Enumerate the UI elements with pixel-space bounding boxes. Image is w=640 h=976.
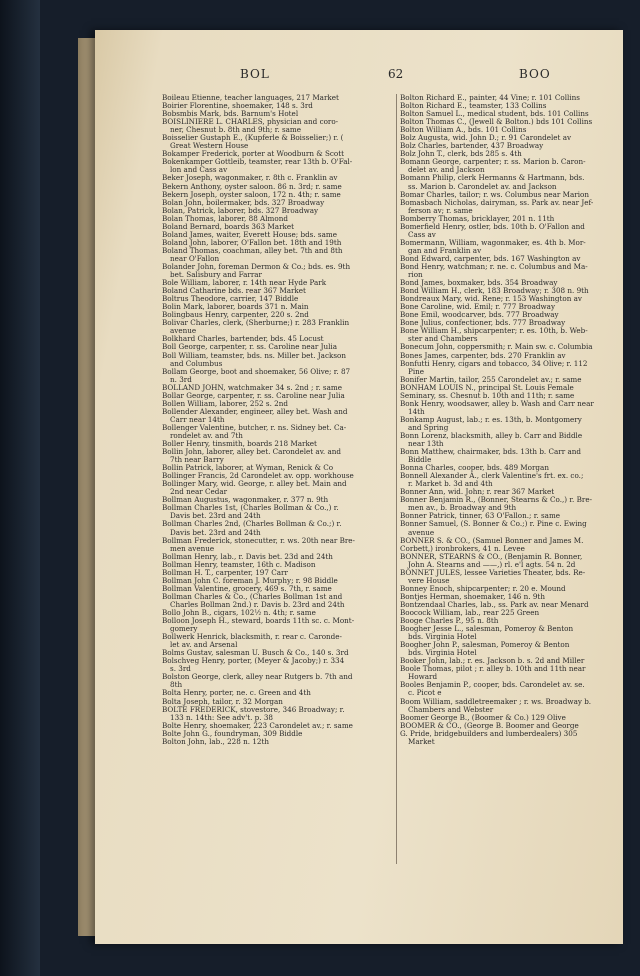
- directory-entry-line: Boller Henry, tinsmith, boards 218 Market: [162, 440, 317, 449]
- directory-entry-line: men avenue: [170, 544, 215, 553]
- directory-entry-line: Boland Thomas, coachman, alley bet. 7th and 8th: [162, 246, 343, 255]
- directory-entry-line: Pine: [408, 367, 425, 376]
- directory-entry-line: Bolz Charles, bartender, 437 Broadway: [400, 142, 544, 151]
- directory-entry-line: Bolz Augusta, wid. John D.; r. 91 Carondelet av: [400, 134, 572, 143]
- book-spine: [0, 0, 40, 976]
- directory-entry-line: Bolkhard Charles, bartender, bds. 45 Locust: [162, 335, 324, 344]
- directory-entry-line: Seminary, ss. Chesnut b. 10th and 11th; r. same: [400, 391, 575, 400]
- directory-entry-line: Boole Thomas, pilot ; r. alley b. 10th and 11th near: [400, 665, 586, 674]
- directory-entry-line: Howard: [408, 673, 438, 682]
- directory-entry-line: Beker Joseph, wagonmaker, r. 8th c. Franklin av: [162, 174, 338, 183]
- directory-entry-line: Bollman Henry, lab., r. Davis bet. 23d and 24th: [162, 552, 333, 561]
- directory-entry-line: Bond James, boxmaker, bds. 354 Broadway: [400, 279, 558, 288]
- directory-entry-line: Bonn Lorenz, blacksmith, alley b. Carr and Biddle: [400, 431, 583, 440]
- directory-entry-line: Bonner Ann, wid. John; r. rear 367 Market: [400, 488, 555, 497]
- directory-entry-line: Bone Emil, woodcarver, bds. 777 Broadway: [400, 311, 559, 320]
- directory-entry-line: Booles Benjamin P., cooper, bds. Carondelet av. se.: [400, 681, 585, 690]
- directory-entry-line: Bollin Patrick, laborer, at Wyman, Renick & Co: [162, 464, 334, 473]
- directory-entry-line: Bekern Anthony, oyster saloon. 86 n. 3rd; r. same: [162, 182, 342, 191]
- directory-entry-line: avenue: [408, 528, 435, 537]
- directory-entry-line: Bolingbaus Henry, carpenter, 220 s. 2nd: [162, 311, 309, 320]
- directory-entry-line: Corbett,) ironbrokers, 41 n. Levee: [400, 544, 525, 553]
- page-number: 62: [388, 67, 404, 81]
- directory-entry-line: Bolton Richard E., teamster, 133 Collins: [400, 102, 547, 111]
- directory-entry-line: Bontjes Herman, shoemaker, 146 n. 9th: [400, 592, 545, 601]
- directory-entry-line: Bolin Mark, laborer, boards 371 n. Main: [162, 303, 309, 312]
- directory-entry-line: Bollinger Francis, 2d Carondelet av. opp. workhouse: [162, 472, 354, 481]
- directory-entry-line: Bond William H., clerk, 183 Broadway; r. 308 n. 9th: [400, 287, 589, 296]
- directory-entry-line: ferson av; r. same: [408, 206, 473, 215]
- directory-entry-line: Boomer George B., (Boomer & Co.) 129 Olive: [400, 713, 566, 722]
- directory-entry-line: Bolan John, boilermaker, bds. 327 Broadway: [162, 198, 325, 207]
- directory-entry-line: Bolschveg Henry, porter, (Meyer & Jacoby;) r. 334: [162, 657, 345, 666]
- directory-entry-line: Bollman Valentine, grocery, 469 s. 7th, r. same: [162, 584, 332, 593]
- directory-entry-line: Bolton Samuel L., medical student, bds. 101 Collins: [400, 110, 589, 119]
- directory-entry-line: bds. Virginia Hotel: [408, 633, 477, 642]
- column-divider: [396, 94, 397, 864]
- directory-entry-line: John A. Stearns and ——,) rl. e'l agts. 54 n. 2d: [408, 560, 576, 569]
- directory-entry-line: avenue: [170, 327, 197, 336]
- directory-entry-line: Boll George, carpenter, r. ss. Caroline near Julia: [162, 343, 338, 352]
- directory-entry-line: Bones James, carpenter, bds. 270 Franklin av: [400, 351, 566, 360]
- directory-entry-line: Bone William H., shipcarpenter; r. es. 10th, b. Web-: [400, 327, 588, 336]
- directory-entry-line: G. Pride, bridgebuilders and lumberdealers) 305: [400, 729, 578, 738]
- directory-entry-line: Bollwerk Henrick, blacksmith, r. rear c. Caronde-: [162, 633, 342, 642]
- directory-entry-line: Bonfutti Henry, cigars and tobacco, 34 Olive; r. 112: [400, 359, 588, 368]
- directory-entry-line: Boom William, saddletreemaker ; r. ws. Broadway b.: [400, 697, 592, 706]
- directory-entry-line: Boland John, laborer, O'Fallon bet. 18th and 19th: [162, 238, 342, 247]
- directory-entry-line: Market: [408, 737, 435, 746]
- directory-entry-line: Bondreaux Mary, wid. Rene; r. 153 Washington av: [400, 295, 582, 304]
- directory-entry-line: Chambers and Webster: [408, 705, 494, 714]
- directory-entry-line: Bomann George, carpenter; r. ss. Marion b. Caron-: [400, 158, 586, 167]
- directory-entry-line: Bollo John B., cigars, 102½ n. 4th; r. same: [162, 609, 316, 617]
- directory-entry-line: Boocock William, lab., rear 225 Green: [400, 609, 540, 617]
- directory-entry-line: Boirier Florentine, shoemaker, 148 s. 3rd: [162, 102, 313, 111]
- right-column: [400, 94, 631, 746]
- directory-entry-line: Bomberry Thomas, bricklayer, 201 n. 11th: [400, 214, 555, 223]
- directory-entry-line: Bomann Philip, clerk Hermanns & Hartmann, bds.: [400, 174, 585, 183]
- directory-entry-line: BONNET JULES, lessee Varieties Theater, bds. Re-: [400, 568, 586, 577]
- directory-entry-line: Bollman Henry, teamster, 16th c. Madison: [162, 560, 316, 569]
- directory-entry-line: Bone Julius, confectioner, bds. 777 Broadway: [400, 319, 566, 328]
- directory-entry-line: rondelet av. and 7th: [170, 431, 243, 440]
- directory-entry-line: 133 n. 14th: See adv't. p. 38: [170, 713, 273, 722]
- directory-entry-line: Bokenkamper Gottleib, teamster, rear 13th b. O'Fal-: [162, 158, 353, 167]
- directory-entry-line: Biddle: [408, 456, 432, 465]
- directory-entry-line: Booker John, lab.; r. es. Jackson b. s. 2d and Miller: [400, 657, 585, 666]
- directory-entry-line: Bolston George, clerk, alley near Rutgers b. 7th and: [162, 673, 353, 682]
- directory-entry-line: Boland Catharine bds. rear 367 Market: [162, 287, 306, 296]
- directory-entry-line: Bolton William A., bds. 101 Collins: [400, 126, 527, 135]
- directory-entry-line: 2nd near Cedar: [170, 488, 228, 497]
- directory-entry-line: Bolta Joseph, tailor, r. 32 Morgan: [162, 697, 283, 706]
- directory-entry-line: Bollam George, boot and shoemaker, 56 Olive; r. 87: [162, 367, 351, 376]
- directory-entry-line: Davis bet. 23rd and 24th: [170, 528, 261, 537]
- running-head-left: BOL: [240, 67, 270, 81]
- directory-entry-line: Bollman Charles 1st, (Charles Bollman & Co.,) r.: [162, 504, 339, 513]
- directory-entry-line: let av. and Arsenal: [170, 641, 238, 650]
- directory-entry-line: near O'Fallon: [170, 254, 220, 263]
- directory-entry-line: Davis bet. 23rd and 24th: [170, 512, 261, 521]
- directory-entry-line: Boisselier Gustaph E., (Kupferle & Boisselier;) r. (: [162, 134, 344, 143]
- directory-entry-line: Bollen William, laborer, 252 s. 2nd: [162, 399, 288, 408]
- directory-entry-line: BOLTE FREDERICK, stovestore, 346 Broadway; r.: [162, 705, 345, 714]
- directory-entry-line: Bonk Henry, woodsawer, alley b. Wash and Carr near: [400, 399, 594, 408]
- directory-entry-line: Booge Charles P., 95 n. 8th: [400, 617, 499, 626]
- left-column: [162, 94, 393, 746]
- directory-entry-line: Bolms Gustav, salesman U. Busch & Co., 140 s. 3rd: [162, 649, 349, 658]
- directory-entry-line: Boogher John P., salesman, Pomeroy & Benton: [400, 641, 570, 650]
- running-head-right: BOO: [519, 67, 551, 81]
- directory-entry-line: Bonner Patrick, tinner, 63 O'Fallon.; r. same: [400, 512, 561, 521]
- directory-entry-line: Bollenger Valentine, butcher, r. ns. Sidney bet. Ca-: [162, 423, 347, 432]
- directory-entry-line: lon and Cass av: [170, 166, 228, 175]
- directory-entry-line: Bomerfield Henry, ostler, bds. 10th b. O'Fallon and: [400, 222, 585, 231]
- directory-entry-line: Bollman Frederick, stonecutter, r. ws. 20th near Bre-: [162, 536, 355, 545]
- directory-entry-line: gan and Franklin av: [408, 246, 482, 255]
- directory-entry-line: Bonkamp August, lab.; r. es. 13th, b. Montgomery: [400, 415, 582, 424]
- directory-entry-line: BONNER, STEARNS & CO., (Benjamin R. Bonner,: [400, 552, 583, 561]
- directory-entry-line: Bonn Matthew, chairmaker, bds. 13th b. Carr and: [400, 448, 581, 457]
- directory-entry-line: gomery: [170, 625, 198, 634]
- directory-entry-line: Bekern Joseph, oyster saloon, 172 n. 4th; r. same: [162, 190, 341, 199]
- directory-entry-line: Boland James, waiter, Everett House; bds. same: [162, 230, 337, 239]
- directory-entry-line: Bonner Samuel, (S. Bonner & Co.;) r. Pine c. Ewing: [400, 520, 587, 529]
- directory-entry-line: Bolton Thomas C., (Jewell & Bolton.) bds 101 Collins: [400, 118, 593, 127]
- directory-entry-line: Bonna Charles, cooper, bds. 489 Morgan: [400, 464, 549, 473]
- directory-entry-line: 8th: [170, 681, 183, 690]
- directory-entry-line: Boileau Etienne, teacher languages, 217 Market: [162, 94, 339, 102]
- directory-entry-line: Bole William, laborer, r. 14th near Hyde Park: [162, 279, 327, 288]
- directory-entry-line: Bolloon Joseph H., steward, boards 11th sc. c. Mont-: [162, 617, 355, 626]
- directory-entry-line: and Columbus: [170, 359, 223, 368]
- directory-entry-line: bds. Virginia Hotel: [408, 649, 477, 658]
- directory-entry-line: Charles Bollman 2nd.) r. Davis b. 23rd and 24th: [170, 600, 345, 609]
- directory-entry-line: BOISLINIERE L. CHARLES, physician and coro-: [162, 118, 339, 127]
- directory-entry-line: near 13th: [408, 440, 444, 449]
- directory-entry-line: n. 3rd: [170, 375, 192, 384]
- directory-entry-line: Bollman Charles & Co., (Charles Bollman 1st and: [162, 592, 343, 601]
- directory-entry-line: Bonifer Martin, tailor, 255 Carondelet av.; r. same: [400, 375, 582, 384]
- directory-entry-line: Bollender Alexander, engineer, alley bet. Wash and: [162, 407, 348, 416]
- directory-entry-line: Bollman H. T., carpenter, 197 Carr: [162, 568, 288, 577]
- directory-entry-line: Bolander John, foreman Dermon & Co.; bds. es. 9th: [162, 262, 351, 271]
- directory-entry-line: Bolan, Patrick, laborer, bds. 327 Broadway: [162, 206, 319, 215]
- directory-entry-line: vere House: [408, 576, 450, 585]
- directory-entry-line: Bonney Enoch, shipcarpenter; r. 20 e. Mound: [400, 584, 566, 593]
- directory-entry-line: Boltrus Theodore, carrier, 147 Biddle: [162, 295, 299, 304]
- directory-entry-line: Bomasbach Nicholas, dairyman, ss. Park av. near Jef-: [400, 198, 594, 207]
- directory-entry-line: Bolan Thomas, laborer, 88 Almond: [162, 214, 288, 223]
- directory-entry-line: ner, Chesnut b. 8th and 9th; r. same: [170, 126, 301, 135]
- directory-entry-line: 14th: [408, 407, 425, 416]
- directory-entry-line: Great Western House: [170, 142, 249, 151]
- directory-entry-line: ss. Marion b. Carondelet av. and Jackson: [408, 182, 557, 191]
- directory-entry-line: Bonner Benjamin R., (Bonner, Stearns & Co.,) r. Bre-: [400, 496, 592, 505]
- directory-entry-line: Boll William, teamster, bds. ns. Miller bet. Jackson: [162, 351, 346, 360]
- directory-entry-line: bet. Salisbury and Farrar: [170, 271, 262, 280]
- directory-entry-line: Boogher Jesse L., salesman, Pomeroy & Benton: [400, 625, 574, 634]
- directory-entry-line: rion: [408, 271, 423, 280]
- directory-entry-line: Bond Henry, watchman; r. ne. c. Columbus and Ma-: [400, 262, 588, 271]
- directory-entry-line: Bond Edward, carpenter, bds. 167 Washington av: [400, 254, 581, 263]
- directory-entry-line: Bolton Richard E., painter, 44 Vine; r. 101 Collins: [400, 94, 580, 102]
- directory-entry-line: Bollinger Mary, wid. George, r. alley bet. Main and: [162, 480, 347, 489]
- directory-entry-line: ster and Chambers: [408, 335, 478, 344]
- directory-entry-line: c. Picot e: [408, 689, 442, 698]
- directory-entry-line: and Spring: [408, 423, 449, 432]
- directory-entry-line: Bolz John T., clerk, bds 285 s. 4th: [400, 150, 522, 159]
- directory-entry-line: Bolte Henry, shoemaker, 223 Carondelet av.; r. same: [162, 721, 353, 730]
- directory-entry-line: Carr near 14th: [170, 415, 225, 424]
- directory-entry-line: 7th near Barry: [170, 456, 224, 465]
- directory-entry-line: Bontzendaal Charles, lab., ss. Park av. near Menard: [400, 600, 589, 609]
- directory-entry-line: BOOMER & CO., (George B. Boomer and George: [400, 721, 579, 730]
- directory-entry-line: BONHAM LOUIS N., principal St. Louis Female: [400, 383, 574, 392]
- directory-entry-line: Bone Caroline, wid. Emil; r. 777 Broadway: [400, 303, 556, 312]
- directory-entry-line: r. Market b. 3d and 4th: [408, 480, 493, 489]
- directory-entry-line: Bolivar Charles, clerk, (Sherburne;) r. 283 Franklin: [162, 319, 350, 328]
- directory-entry-line: men av., b. Broadway and 9th: [408, 504, 517, 513]
- directory-entry-line: Bollar George, carpenter, r. ss. Caroline near Julia: [162, 391, 345, 400]
- directory-entry-line: BOLLAND JOHN, watchmaker 34 s. 2nd ; r. same: [162, 383, 342, 392]
- directory-entry-line: Bollman Augustus, wagonmaker, r. 377 n. 9th: [162, 496, 329, 505]
- directory-entry-line: Boland Bernard, boards 363 Market: [162, 222, 295, 231]
- directory-entry-line: Bolton John, lab., 228 n. 12th: [162, 737, 269, 746]
- directory-entry-line: Bokamper Frederick, porter at Woodburn & Scott: [162, 150, 345, 159]
- directory-entry-line: BONNER S. & CO., (Samuel Bonner and James M.: [400, 536, 584, 545]
- directory-entry-line: Bomermann, William, wagonmaker, es. 4th b. Mor-: [400, 238, 586, 247]
- directory-entry-line: Bomar Charles, tailor; r. ws. Columbus near Marion: [400, 190, 589, 199]
- directory-entry-line: Bonecum John, coppersmith; r. Main sw. c. Columbia: [400, 343, 593, 352]
- directory-entry-line: Bollin John, laborer, alley bet. Carondelet av. and: [162, 448, 341, 457]
- directory-entry-line: Bobsmbis Mark, bds. Barnum's Hotel: [162, 110, 299, 119]
- directory-entry-line: Cass av: [408, 230, 436, 239]
- directory-entry-line: delet av. and Jackson: [408, 166, 485, 175]
- directory-entry-line: Bollman John C. foreman J. Murphy; r. 98 Biddle: [162, 576, 338, 585]
- directory-entry-line: Bolte John G., foundryman, 309 Biddle: [162, 729, 303, 738]
- directory-entry-line: s. 3rd: [170, 665, 191, 674]
- directory-entry-line: Bollman Charles 2nd, (Charles Bollman & Co.;) r.: [162, 520, 342, 529]
- directory-entry-line: Bolta Henry, porter, ne. c. Green and 4th: [162, 689, 311, 698]
- directory-entry-line: Bonnell Alexander A., clerk Valentine's frt. ex. co.;: [400, 472, 584, 481]
